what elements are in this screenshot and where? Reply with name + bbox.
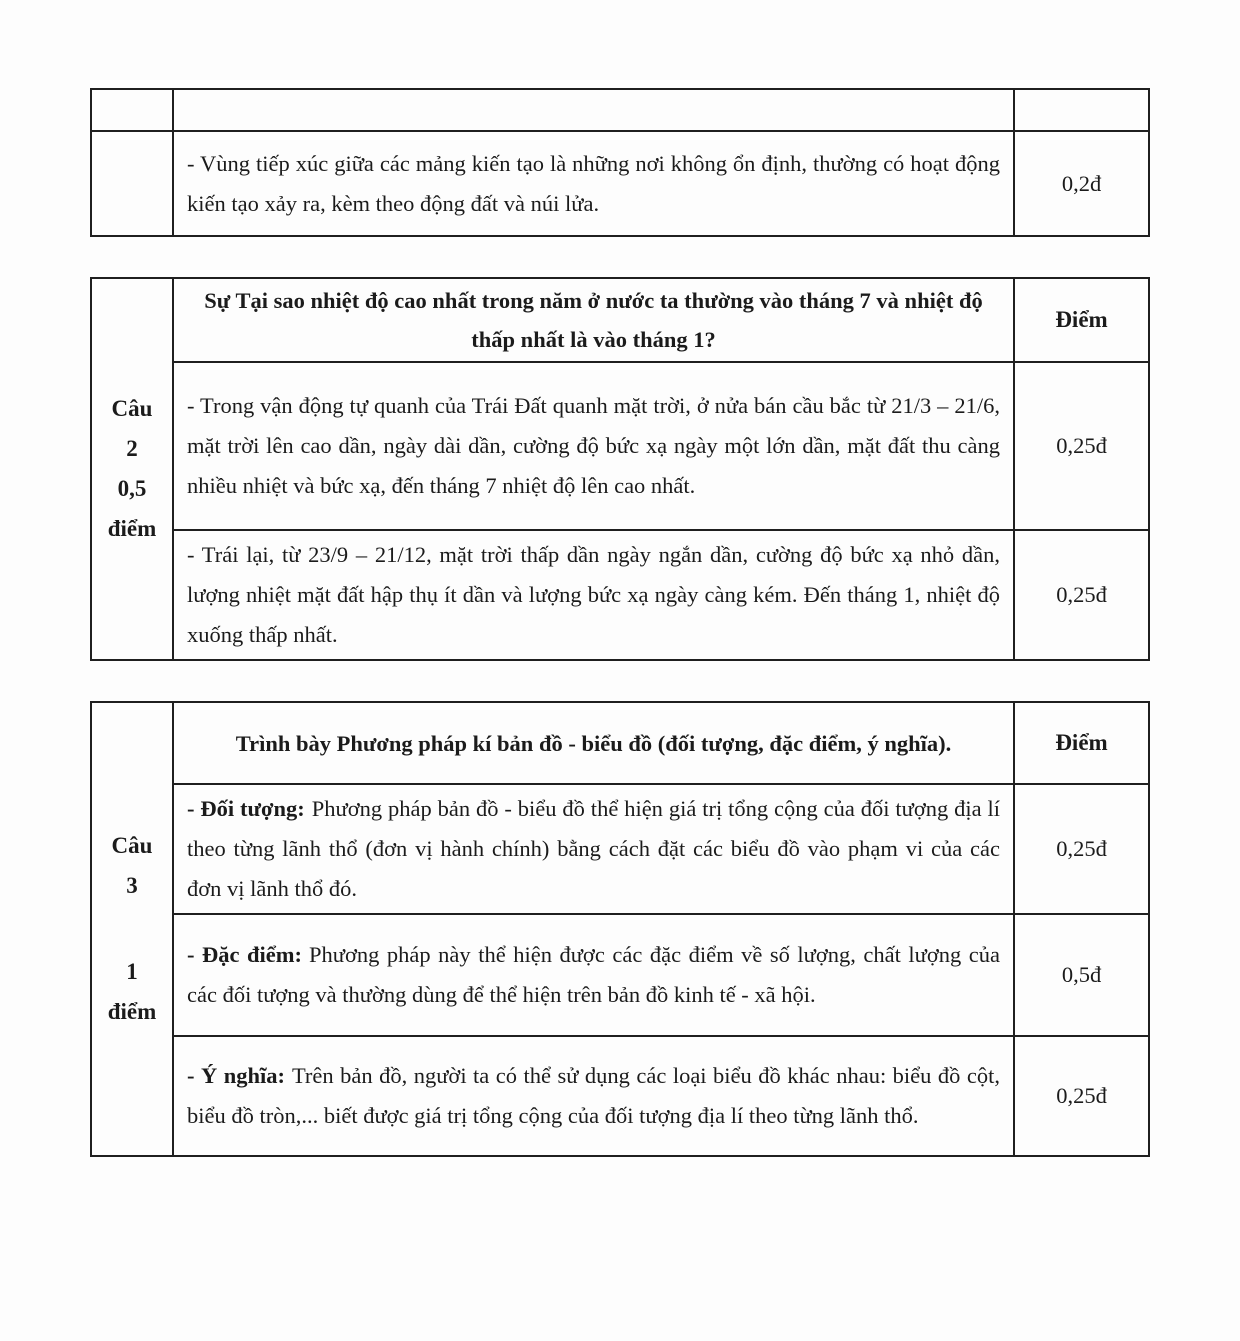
points-value: 0,25đ [1056, 433, 1107, 458]
points-cell [1014, 784, 1149, 914]
label-spacer [92, 906, 172, 952]
points-value: 0,5đ [1061, 962, 1102, 987]
points-value: 0,25đ [1056, 1083, 1107, 1108]
question-title-cell [173, 702, 1014, 784]
answer-text: - Trái lại, từ 23/9 – 21/12, mặt trời thấp dần ngày ngắn dần, cường độ bức xạ nhỏ dần, lượng nhiệt mặt đất hập thụ ít dần và lượng bức xạ ngày càng kém. Đến tháng 1, nhiệt độ xuống thấp nhất. [187, 542, 1000, 647]
points-value: 0,2đ [1061, 170, 1102, 196]
answer-key-document [0, 88, 1240, 1341]
answer-content-cell [173, 362, 1014, 530]
answer-content-cell [173, 784, 1014, 914]
table-row [91, 530, 1149, 660]
question-title: Trình bày Phương pháp kí bản đồ - biểu đồ (đối tượng, đặc điểm, ý nghĩa). [235, 730, 952, 756]
points-header: Điểm [1055, 730, 1108, 755]
answer-content-cell [173, 914, 1014, 1036]
answer-content-cell [173, 131, 1014, 236]
points-header-cell [1014, 278, 1149, 362]
question-label-cell-empty [91, 89, 173, 131]
points-cell-empty [1014, 89, 1149, 131]
question-title: Sự Tại sao nhiệt độ cao nhất trong năm ở nước ta thường vào tháng 7 và nhiệt độ thấp nhất là vào tháng 1? [204, 288, 983, 352]
answer-lead: - Ý nghĩa: [187, 1063, 285, 1088]
answer-table-2 [90, 277, 1150, 661]
table-row [91, 89, 1149, 131]
table-row [91, 362, 1149, 530]
answer-content-cell [173, 530, 1014, 660]
points-header-cell [1014, 702, 1149, 784]
question-number-line: 3 [126, 873, 138, 898]
answer-lead: - Đặc điểm: [187, 942, 303, 967]
points-cell [1014, 362, 1149, 530]
answer-table-3 [90, 701, 1150, 1157]
points-cell [1014, 131, 1149, 236]
table-row [91, 131, 1149, 236]
table-header-row [91, 702, 1149, 784]
points-cell [1014, 914, 1149, 1036]
answer-content-cell-empty [173, 89, 1014, 131]
question-number-line: 0,5 [117, 476, 147, 501]
question-number-cell [91, 702, 173, 1156]
question-number-line: điểm [107, 999, 157, 1024]
question-number-line: Câu [111, 833, 153, 858]
answer-text: - Trong vận động tự quanh của Trái Đất quanh mặt trời, ở nửa bán cầu bắc từ 21/3 – 21/6, mặt trời lên cao dần, ngày dài dần, cường độ bức xạ ngày một lớn dần, mặt đất thu càng nhiều nhiệt và bức xạ, đến tháng 7 nhiệt độ lên cao nhất. [187, 393, 1000, 498]
answer-lead: - Đối tượng: [187, 796, 305, 821]
points-value: 0,25đ [1056, 836, 1107, 861]
question-label-cell-empty [91, 131, 173, 236]
question-number-line: 2 [126, 436, 138, 461]
points-value: 0,25đ [1056, 582, 1107, 607]
question-title-cell [173, 278, 1014, 362]
question-number-line: Câu [111, 396, 153, 421]
question-number-line: 1 [126, 959, 138, 984]
answer-content-cell [173, 1036, 1014, 1156]
answer-text: Phương pháp này thể hiện được các đặc điểm về số lượng, chất lượng của các đối tượng và thường dùng để thể hiện trên bản đồ kinh tế - xã hội. [187, 942, 1001, 1007]
table-row [91, 784, 1149, 914]
answer-table-1 [90, 88, 1150, 237]
answer-text: - Vùng tiếp xúc giữa các mảng kiến tạo là những nơi không ổn định, thường có hoạt động kiến tạo xảy ra, kèm theo động đất và núi lửa. [187, 150, 1000, 216]
points-cell [1014, 530, 1149, 660]
answer-text: Trên bản đồ, người ta có thể sử dụng các loại biểu đồ khác nhau: biểu đồ cột, biểu đồ tròn,... biết được giá trị tổng cộng của đối tượng địa lí theo từng lãnh thổ. [187, 1063, 1000, 1128]
table-row [91, 914, 1149, 1036]
points-cell [1014, 1036, 1149, 1156]
table-row [91, 1036, 1149, 1156]
table-header-row [91, 278, 1149, 362]
points-header: Điểm [1055, 307, 1108, 332]
question-number-cell [91, 278, 173, 660]
answer-text: Phương pháp bản đồ - biểu đồ thể hiện giá trị tổng cộng của đối tượng địa lí theo từng lãnh thổ (đơn vị hành chính) bằng cách đặt các biểu đồ vào phạm vi của các đơn vị lãnh thổ đó. [187, 796, 1000, 901]
question-number-line: điểm [107, 516, 157, 541]
